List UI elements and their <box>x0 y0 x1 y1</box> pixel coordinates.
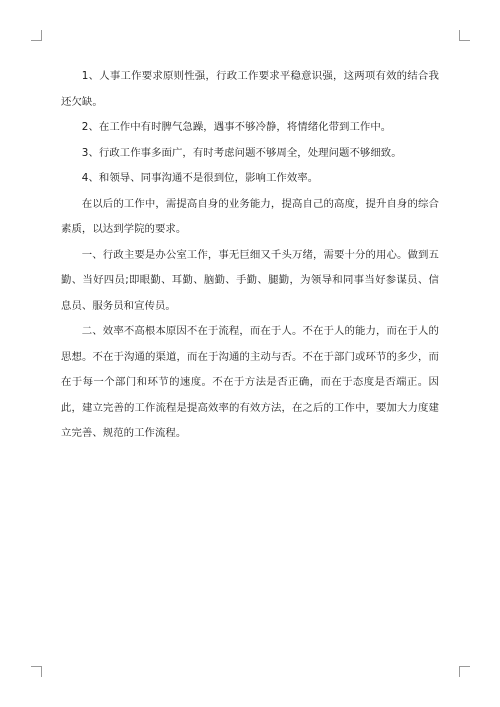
crop-mark-bottom-right <box>459 666 470 677</box>
paragraph-4: 4、和领导、同事沟通不是很到位，影响工作效率。 <box>81 172 319 184</box>
crop-mark-bottom-left <box>31 666 42 677</box>
crop-mark-top-left <box>31 30 42 41</box>
document-body <box>61 64 439 447</box>
paragraph-2: 2、在工作中有时脾气急躁，遇事不够冷静，将情绪化带到工作中。 <box>81 121 392 133</box>
paragraph-5: 在以后的工作中，需提高自身的业务能力，提高自己的高度，提升自身的综合素质，以达到学院的要求。 <box>61 197 439 235</box>
paragraph-6: 一、行政主要是办公室工作，事无巨细又千头万绪，需要十分的用心。做到五勤、当好四员;即眼勤、耳勤、脑勤、手勤、腿勤，为领导和同事当好参谋员、信息员、服务员和宣传员。 <box>61 248 439 312</box>
paragraph-7: 二、效率不高根本原因不在于流程，而在于人。不在于人的能力，而在于人的思想。不在于沟通的渠道，而在于沟通的主动与否。不在于部门或环节的多少，而在于每一个部门和环节的速度。不在于方法是否正确，而在于态度是否端正。因此，建立完善的工作流程是提高效率的有效方法，在之后的工作中，要加大力度建立完善、规范的工作流程。 <box>61 325 439 439</box>
paragraph-1: 1、人事工作要求原则性强，行政工作要求平稳意识强，这两项有效的结合我还欠缺。 <box>61 70 439 108</box>
paragraph-3: 3、行政工作事多面广，有时考虑问题不够周全，处理问题不够细致。 <box>81 146 402 159</box>
crop-mark-top-right <box>459 30 470 41</box>
